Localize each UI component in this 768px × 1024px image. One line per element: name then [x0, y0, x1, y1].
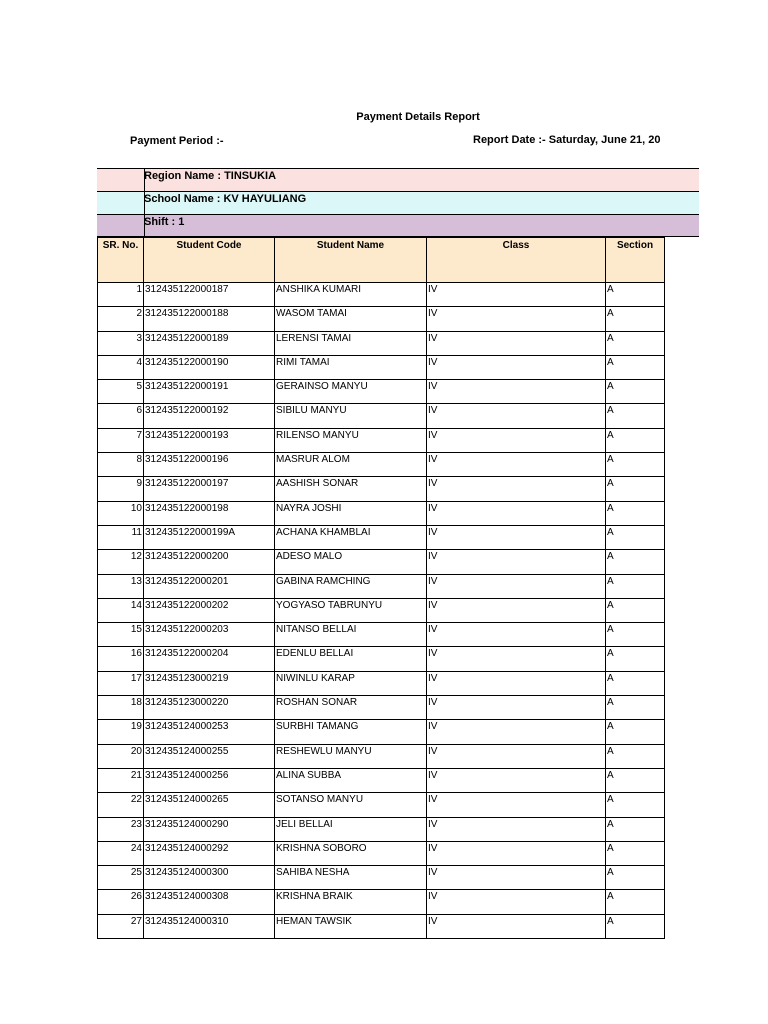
table-row	[98, 598, 665, 622]
cell-class: IV	[427, 574, 606, 598]
cell-student-name: SURBHI TAMANG	[275, 720, 427, 744]
cell-section: A	[606, 647, 665, 671]
cell-class: IV	[427, 477, 606, 501]
cell-sr-no: 8	[98, 453, 144, 477]
cell-student-name: KRISHNA BRAIK	[275, 890, 427, 914]
cell-student-name: NAYRA JOSHI	[275, 501, 427, 525]
cell-sr-no: 12	[98, 550, 144, 574]
cell-student-code: 312435122000198	[144, 501, 275, 525]
cell-student-name: RILENSO MANYU	[275, 428, 427, 452]
school-band	[97, 191, 699, 214]
cell-sr-no: 9	[98, 477, 144, 501]
cell-class: IV	[427, 623, 606, 647]
cell-student-name: MASRUR ALOM	[275, 453, 427, 477]
cell-class: IV	[427, 380, 606, 404]
cell-section: A	[606, 453, 665, 477]
cell-class: IV	[427, 355, 606, 379]
cell-section: A	[606, 598, 665, 622]
cell-sr-no: 1	[98, 283, 144, 307]
cell-student-code: 312435122000189	[144, 331, 275, 355]
cell-section: A	[606, 525, 665, 549]
cell-section: A	[606, 671, 665, 695]
payment-period-label: Payment Period :-	[130, 135, 224, 147]
cell-class: IV	[427, 331, 606, 355]
cell-student-code: 312435122000193	[144, 428, 275, 452]
cell-student-name: KRISHNA SOBORO	[275, 841, 427, 865]
school-name: School Name : KV HAYULIANG	[144, 193, 307, 205]
cell-student-code: 312435122000203	[144, 623, 275, 647]
cell-student-name: SAHIBA NESHA	[275, 866, 427, 890]
band-lead-cell	[97, 169, 145, 191]
cell-sr-no: 20	[98, 744, 144, 768]
cell-student-code: 312435122000197	[144, 477, 275, 501]
table-row	[98, 525, 665, 549]
students-table	[97, 237, 665, 939]
table-row	[98, 477, 665, 501]
table-row	[98, 428, 665, 452]
cell-student-code: 312435124000292	[144, 841, 275, 865]
cell-sr-no: 27	[98, 914, 144, 938]
cell-student-name: HEMAN TAWSIK	[275, 914, 427, 938]
cell-section: A	[606, 283, 665, 307]
header-section: Section	[606, 238, 665, 283]
cell-student-name: ANSHIKA KUMARI	[275, 283, 427, 307]
cell-student-name: WASOM TAMAI	[275, 307, 427, 331]
cell-section: A	[606, 331, 665, 355]
cell-class: IV	[427, 283, 606, 307]
table-row	[98, 331, 665, 355]
table-row	[98, 744, 665, 768]
cell-class: IV	[427, 793, 606, 817]
cell-student-name: NIWINLU KARAP	[275, 671, 427, 695]
cell-section: A	[606, 817, 665, 841]
region-name: Region Name : TINSUKIA	[144, 170, 277, 182]
cell-student-name: ACHANA KHAMBLAI	[275, 525, 427, 549]
table-row	[98, 671, 665, 695]
cell-sr-no: 23	[98, 817, 144, 841]
cell-class: IV	[427, 890, 606, 914]
cell-sr-no: 13	[98, 574, 144, 598]
cell-student-name: YOGYASO TABRUNYU	[275, 598, 427, 622]
table-row	[98, 914, 665, 938]
cell-student-code: 312435122000188	[144, 307, 275, 331]
cell-sr-no: 18	[98, 696, 144, 720]
table-header-row	[98, 238, 665, 283]
cell-student-code: 312435123000220	[144, 696, 275, 720]
cell-sr-no: 16	[98, 647, 144, 671]
cell-student-code: 312435124000300	[144, 866, 275, 890]
cell-class: IV	[427, 647, 606, 671]
cell-student-code: 312435122000204	[144, 647, 275, 671]
table-row	[98, 890, 665, 914]
cell-student-code: 312435122000192	[144, 404, 275, 428]
table-row	[98, 841, 665, 865]
cell-student-code: 312435124000253	[144, 720, 275, 744]
cell-class: IV	[427, 720, 606, 744]
cell-sr-no: 14	[98, 598, 144, 622]
cell-student-code: 312435124000256	[144, 768, 275, 792]
cell-student-name: SOTANSO MANYU	[275, 793, 427, 817]
cell-class: IV	[427, 696, 606, 720]
cell-sr-no: 21	[98, 768, 144, 792]
cell-student-name: LERENSI TAMAI	[275, 331, 427, 355]
cell-section: A	[606, 477, 665, 501]
cell-section: A	[606, 866, 665, 890]
cell-section: A	[606, 744, 665, 768]
band-lead-cell	[97, 192, 145, 214]
table-row	[98, 283, 665, 307]
cell-student-code: 312435122000187	[144, 283, 275, 307]
cell-student-code: 312435124000290	[144, 817, 275, 841]
table-row	[98, 817, 665, 841]
cell-student-code: 312435122000199A	[144, 525, 275, 549]
header-student-code: Student Code	[144, 238, 275, 283]
report-title: Payment Details Report	[356, 111, 480, 123]
header-sr-no: SR. No.	[98, 238, 144, 283]
cell-section: A	[606, 623, 665, 647]
cell-section: A	[606, 696, 665, 720]
cell-section: A	[606, 914, 665, 938]
cell-sr-no: 11	[98, 525, 144, 549]
table-row	[98, 768, 665, 792]
cell-class: IV	[427, 404, 606, 428]
table-row	[98, 793, 665, 817]
cell-section: A	[606, 720, 665, 744]
report-date: Report Date :- Saturday, June 21, 20	[473, 134, 661, 146]
cell-sr-no: 10	[98, 501, 144, 525]
cell-sr-no: 22	[98, 793, 144, 817]
table-row	[98, 453, 665, 477]
table-row	[98, 696, 665, 720]
table-row	[98, 404, 665, 428]
band-lead-cell	[97, 215, 145, 236]
cell-section: A	[606, 574, 665, 598]
cell-student-name: RIMI TAMAI	[275, 355, 427, 379]
cell-sr-no: 7	[98, 428, 144, 452]
cell-student-code: 312435122000191	[144, 380, 275, 404]
cell-student-name: ADESO MALO	[275, 550, 427, 574]
cell-section: A	[606, 428, 665, 452]
cell-class: IV	[427, 768, 606, 792]
cell-class: IV	[427, 550, 606, 574]
cell-student-name: EDENLU BELLAI	[275, 647, 427, 671]
cell-section: A	[606, 793, 665, 817]
cell-sr-no: 15	[98, 623, 144, 647]
cell-section: A	[606, 768, 665, 792]
table-row	[98, 501, 665, 525]
table-row	[98, 623, 665, 647]
cell-student-name: GERAINSO MANYU	[275, 380, 427, 404]
cell-class: IV	[427, 914, 606, 938]
cell-sr-no: 17	[98, 671, 144, 695]
shift-label: Shift : 1	[144, 216, 185, 228]
cell-section: A	[606, 355, 665, 379]
table-row	[98, 720, 665, 744]
cell-student-code: 312435124000255	[144, 744, 275, 768]
cell-section: A	[606, 550, 665, 574]
cell-class: IV	[427, 307, 606, 331]
header-class: Class	[427, 238, 606, 283]
cell-student-name: NITANSO BELLAI	[275, 623, 427, 647]
shift-band	[97, 214, 699, 237]
cell-sr-no: 4	[98, 355, 144, 379]
cell-sr-no: 25	[98, 866, 144, 890]
cell-sr-no: 26	[98, 890, 144, 914]
cell-student-name: AASHISH SONAR	[275, 477, 427, 501]
region-band	[97, 168, 699, 191]
cell-section: A	[606, 380, 665, 404]
cell-section: A	[606, 501, 665, 525]
cell-student-name: ROSHAN SONAR	[275, 696, 427, 720]
cell-student-code: 312435122000196	[144, 453, 275, 477]
cell-class: IV	[427, 866, 606, 890]
cell-class: IV	[427, 671, 606, 695]
cell-class: IV	[427, 428, 606, 452]
cell-sr-no: 6	[98, 404, 144, 428]
cell-section: A	[606, 841, 665, 865]
cell-student-code: 312435122000202	[144, 598, 275, 622]
cell-sr-no: 19	[98, 720, 144, 744]
cell-student-code: 312435122000201	[144, 574, 275, 598]
cell-section: A	[606, 404, 665, 428]
table-row	[98, 380, 665, 404]
cell-student-name: RESHEWLU MANYU	[275, 744, 427, 768]
cell-student-name: JELI BELLAI	[275, 817, 427, 841]
cell-class: IV	[427, 817, 606, 841]
table-row	[98, 307, 665, 331]
cell-sr-no: 2	[98, 307, 144, 331]
table-row	[98, 866, 665, 890]
table-row	[98, 355, 665, 379]
table-row	[98, 574, 665, 598]
cell-class: IV	[427, 744, 606, 768]
cell-section: A	[606, 307, 665, 331]
header-student-name: Student Name	[275, 238, 427, 283]
cell-section: A	[606, 890, 665, 914]
cell-student-code: 312435122000200	[144, 550, 275, 574]
cell-student-name: ALINA SUBBA	[275, 768, 427, 792]
cell-sr-no: 24	[98, 841, 144, 865]
table-row	[98, 550, 665, 574]
cell-student-code: 312435124000265	[144, 793, 275, 817]
cell-student-code: 312435122000190	[144, 355, 275, 379]
cell-student-code: 312435124000308	[144, 890, 275, 914]
cell-sr-no: 3	[98, 331, 144, 355]
cell-sr-no: 5	[98, 380, 144, 404]
table-row	[98, 647, 665, 671]
cell-student-name: SIBILU MANYU	[275, 404, 427, 428]
cell-student-name: GABINA RAMCHING	[275, 574, 427, 598]
cell-student-code: 312435124000310	[144, 914, 275, 938]
cell-class: IV	[427, 501, 606, 525]
cell-class: IV	[427, 598, 606, 622]
cell-class: IV	[427, 525, 606, 549]
cell-class: IV	[427, 453, 606, 477]
cell-class: IV	[427, 841, 606, 865]
cell-student-code: 312435123000219	[144, 671, 275, 695]
